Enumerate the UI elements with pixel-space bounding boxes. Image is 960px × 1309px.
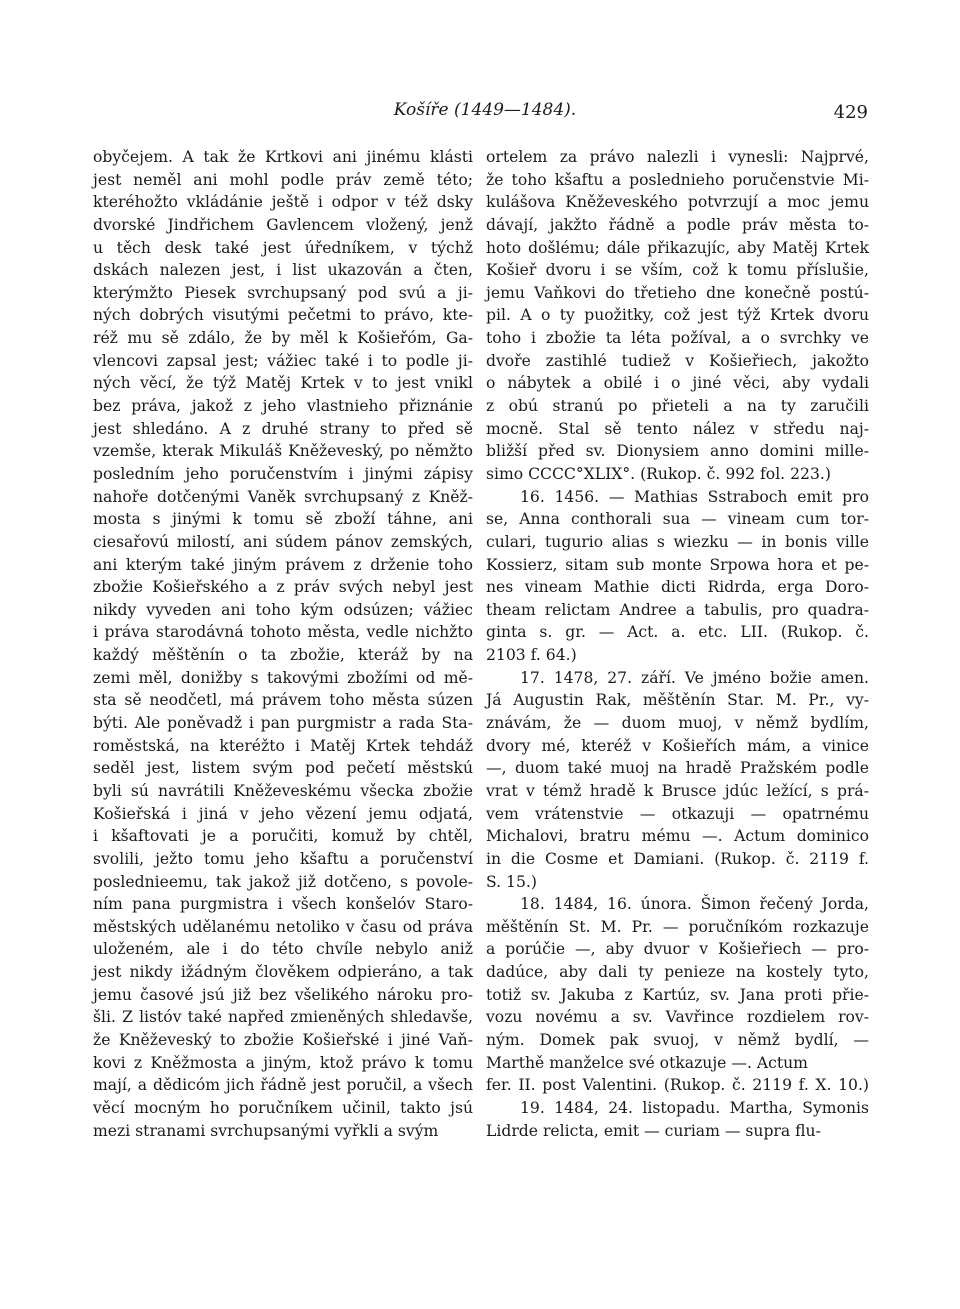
text-line: pil. A o ty puožitky, což jest týž Krtek dvoru [486, 306, 869, 325]
text-line: že Kněževeský to zbožie Košieřské i jiné Vaň- [93, 1030, 473, 1049]
text-line: a porúčie —, aby dvuor v Košieřiech — pro- [486, 940, 869, 959]
text-line: hoto došlému; dále přikazujíc, aby Matěj Krtek [486, 238, 869, 257]
text-line: o nábytek a obilé i o jiné věci, aby vydali [486, 374, 869, 393]
text-line: nes vineam Mathie dicti Ridrda, erga Doro- [486, 578, 869, 597]
text-line: 19. 1484, 24. listopadu. Martha, Symonis [520, 1098, 869, 1117]
text-line: dávají, jakžto řádně a podle práv města to- [486, 215, 869, 234]
text-line: ginta s. gr. — Act. a. etc. LII. (Rukop. č. [486, 623, 869, 642]
text-line: i kšaftovati je a poručiti, komuž by chtěl, [93, 827, 473, 846]
text-line: jest neměl ani mohl podle práv země této; [93, 170, 473, 189]
text-line: toho i zbožie ta léta požíval, a o svrchky ve [486, 329, 869, 348]
text-line: dskách nalezen jest, i list ukazován a čten, [93, 261, 473, 280]
text-line: vlencovi zapsal jest; vážiec také i to podle ji- [93, 351, 473, 370]
text-line: každý měštěnín o ta zbožie, kteráž by na [93, 646, 473, 665]
text-line: se, Anna conthorali sua — vineam cum tor- [486, 510, 869, 529]
text-line: ným. Domek pak svuoj, v němž bydlí, — [486, 1030, 869, 1049]
text-line: totiž sv. Jakuba z Kartúz, sv. Jana proti přie- [486, 985, 869, 1004]
text-line: nikdy vyveden ani toho kým odsúzen; vážiec [93, 600, 473, 619]
text-line: mocně. Stal sě tento nález v středu naj- [486, 419, 869, 438]
right-column [486, 146, 869, 1142]
text-line: šli. Z listóv také napřed zmieněných shledavše, [93, 1008, 473, 1027]
text-line: posledním jeho poručenstvím i jinými zápisy [93, 464, 473, 483]
text-line: vem vrátenstvie — otkazuji — opatrnému [486, 804, 869, 823]
text-line: věcí mocným ho poručníkem učinil, takto jsú [93, 1098, 473, 1117]
left-column [93, 146, 473, 1142]
text-line: že toho kšaftu a poslednieho poručenstvie Mi- [486, 170, 869, 189]
text-line: mezi stranami svrchupsanými vyřkli a svým [93, 1121, 439, 1140]
text-line: dvory mé, kteréž v Košieřích mám, a vinice [486, 736, 869, 755]
text-line: zemi měl, donižby s takovými zbožími od mě- [93, 668, 473, 687]
text-line: vrat v témž hradě k Brusce jdúc ležící, s prá- [486, 781, 869, 800]
text-line: mosta s jinými k tomu sě zboží táhne, ani [93, 510, 473, 529]
text-line: jemu časové jsú již bez všelikého nároku pro- [93, 985, 473, 1004]
text-line: městských udělanému netoliko v času od práva [93, 917, 473, 936]
text-line: réž mu sě zdálo, že by měl k Košieřóm, Ga- [93, 329, 473, 348]
text-line: obyčejem. A tak že Krtkovi ani jinému klásti [93, 148, 473, 166]
text-line: culari, tugurio alias s wiezku — in bonis ville [486, 532, 869, 551]
text-line: theam relictam Andree a tabulis, pro quadra- [486, 600, 869, 619]
text-line: měštěnín St. M. Pr. — poručníkóm rozkazuje [486, 917, 869, 936]
text-line: mají, a dědicóm jich řádně jest poručil, a všech [93, 1076, 473, 1095]
text-line: ných věcí, že týž Matěj Krtek v to jest vnikl [93, 374, 473, 393]
text-line: Já Augustin Rak, měštěnín Star. M. Pr., vy- [486, 691, 869, 710]
text-line: Michalovi, bratru mému —. Actum dominico [486, 827, 869, 846]
text-line: kovi z Kněžmosta a jiným, ktož právo k tomu [93, 1053, 473, 1072]
text-line: svolili, ježto tomu jeho kšaftu a poručenství [93, 849, 473, 868]
text-line: Marthě manželce své otkazuje —. Actum [486, 1053, 808, 1072]
text-line: dadúce, aby dali ty penieze na kostely tyto, [486, 963, 869, 982]
text-line: bližší před sv. Dionysiem anno domini mille- [486, 442, 869, 461]
text-line: Lidrde relicta, emit — curiam — supra flu- [486, 1121, 821, 1140]
text-line: simo CCCC°XLIX°. (Rukop. č. 992 fol. 223.) [486, 464, 831, 483]
text-line: z obú stranú po přieteli a na ty zaručili [486, 397, 869, 416]
text-line: kteréhožto vkládánie ještě i odpor v též dsky [93, 193, 473, 212]
text-line: 2103 f. 64.) [486, 646, 577, 665]
text-line: vozu novému a sv. Vavřince rozdielem rov- [486, 1008, 869, 1027]
text-line: u těch desk také jest úředníkem, v týchž [93, 238, 473, 257]
text-line: ním pana purgmistra i všech konšelóv Staro- [93, 895, 473, 914]
text-line: ortelem za právo nalezli i vynesli: Najprvé, [486, 148, 869, 166]
text-line: býti. Ale poněvadž i pan purgmistr a rada Sta- [93, 714, 473, 733]
text-line: kterýmžto Piesek svrchupsaný pod svú a ji- [93, 283, 473, 302]
text-line: znávám, že — duom muoj, v němž bydlím, [486, 714, 869, 733]
text-line: fer. II. post Valentini. (Rukop. č. 2119 f. X. 10.) [486, 1076, 869, 1095]
text-line: kulášova Kněževeského potvrzují a moc jemu [486, 193, 869, 212]
text-line: jest shledáno. A z druhé strany to před sě [93, 419, 473, 438]
text-line: 18. 1484, 16. února. Šimon řečený Jorda, [520, 895, 869, 914]
text-line: ciesařovú milostí, ani súdem pánov zemských, [93, 532, 473, 551]
text-line: dvorské Jindřichem Gavlencem vložený, jenž [93, 215, 473, 234]
page-number: 429 [833, 102, 868, 123]
text-line: seděl jest, listem svým pod pečetí městskú [93, 759, 473, 778]
text-line: i práva starodávná tohoto města, vedle nichžto [93, 623, 473, 642]
text-line: sta sě neodčetl, má právem toho města súzen [93, 691, 473, 710]
text-line: Kossierz, sitam sub monte Srpowa hora et pe- [486, 555, 869, 574]
text-line: byli sú navrátili Kněževeskému všecka zbožie [93, 781, 473, 800]
text-line: zbožie Košieřského a z práv svých nebyl jest [93, 578, 473, 597]
text-line: bez práva, jakož z jeho vlastnieho přiznánie [93, 397, 473, 416]
text-line: in die Cosme et Damiani. (Rukop. č. 2119 f. [486, 849, 869, 868]
text-line: Košieř dvoru i se vším, což k tomu příslušie, [486, 261, 869, 280]
page-header [0, 100, 960, 130]
text-line: ných dobrých visutými pečetmi to právo, kte- [93, 306, 473, 325]
text-line: nahoře dotčenými Vaněk svrchupsaný z Kněž- [93, 487, 473, 506]
text-line: 17. 1478, 27. září. Ve jméno božie amen. [520, 668, 869, 687]
text-line: jemu Vaňkovi do třetieho dne konečně postú- [486, 283, 869, 302]
running-title: Košíře (1449—1484). [393, 100, 577, 120]
text-line: S. 15.) [486, 872, 537, 891]
text-line: dvoře zastihlé tudiež v Košieřiech, jakožto [486, 351, 869, 370]
text-line: poslednieemu, tak jakož již dotčeno, s povole- [93, 872, 473, 891]
text-line: roměstská, na kteréžto i Matěj Krtek tehdáž [93, 736, 473, 755]
text-line: vzemše, kterak Mikuláš Kněževeský, po němžto [93, 442, 473, 461]
text-line: —, duom také muoj na hradě Pražském podle [486, 759, 869, 778]
text-line: Košieřská i jiná v jeho vězení jemu odjatá, [93, 804, 473, 823]
text-line: jest nikdy ižádným člověkem odpieráno, a tak [93, 963, 473, 982]
text-line: 16. 1456. — Mathias Sstraboch emit pro [520, 487, 869, 506]
text-line: ani kterým také jiným právem z drženie toho [93, 555, 473, 574]
text-line: uloženém, ale i do této chvíle nebylo aniž [93, 940, 473, 959]
